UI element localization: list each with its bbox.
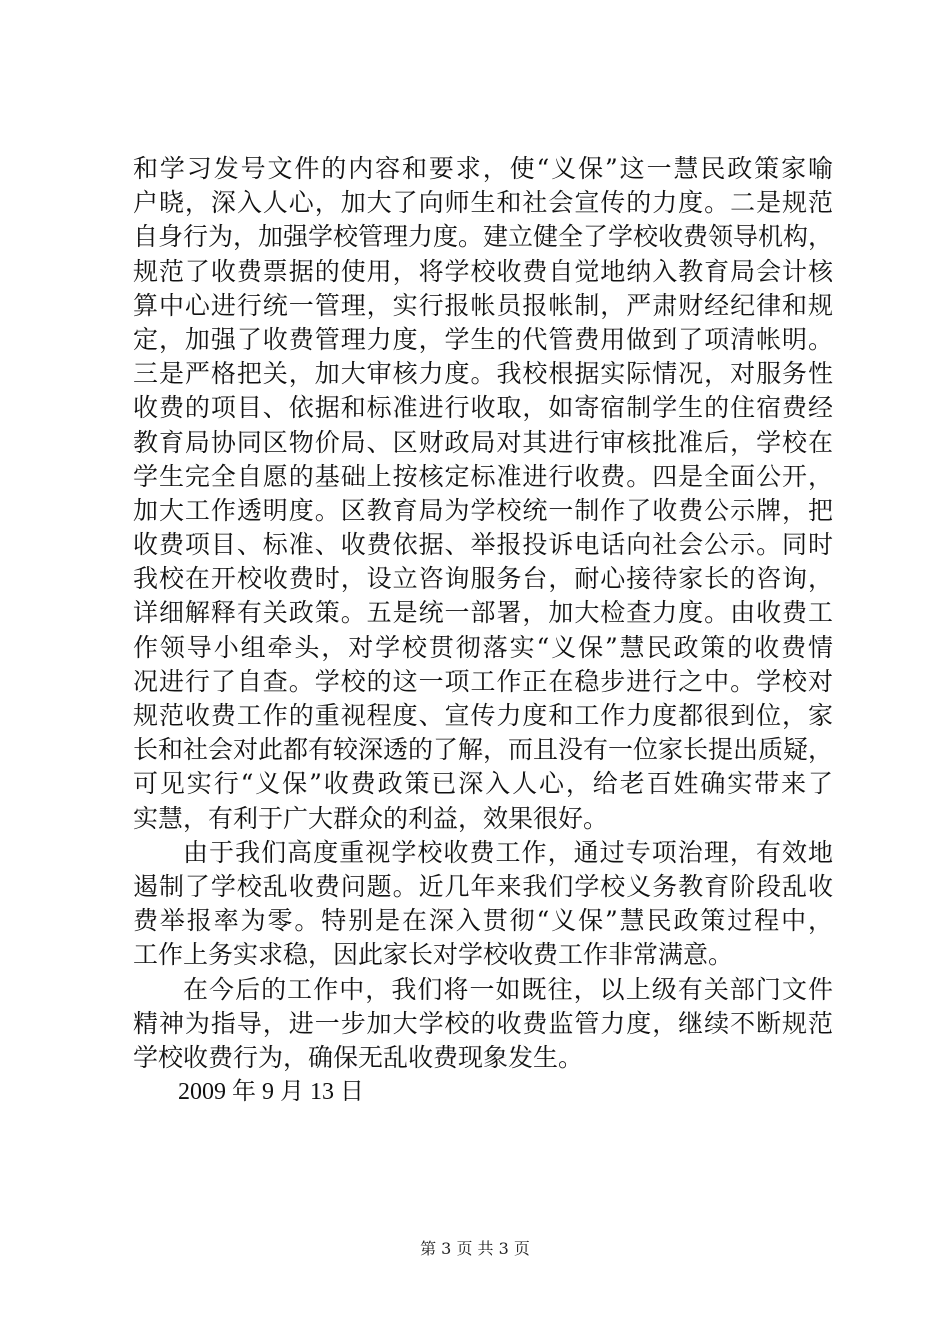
text-line: 户晓，深入人心，加大了向师生和社会宣传的力度。二是规范: [133, 188, 833, 218]
text-line: 自身行为，加强学校管理力度。建立健全了学校收费领导机构，: [133, 222, 834, 252]
text-line: 精神为指导，进一步加大学校的收费监管力度，继续不断规范: [133, 1008, 833, 1038]
text-line: 我校在开校收费时，设立咨询服务台，耐心接待家长的咨询，: [133, 564, 833, 594]
text-line: 学校收费行为，确保无乱收费现象发生。: [133, 1042, 584, 1072]
text-line: 收费的项目、依据和标准进行收取，如寄宿制学生的住宿费经: [133, 393, 833, 423]
text-line: 长和社会对此都有较深透的了解，而且没有一位家长提出质疑，: [133, 735, 834, 765]
text-line: 在今后的工作中，我们将一如既往，以上级有关部门文件: [183, 974, 833, 1004]
text-line: 三是严格把关，加大审核力度。我校根据实际情况，对服务性: [133, 359, 833, 389]
text-line: 规范收费工作的重视程度、宣传力度和工作力度都很到位，家: [133, 701, 833, 730]
text-line: 规范了收费票据的使用，将学校收费自觉地纳入教育局会计核: [133, 256, 833, 286]
text-line: 由于我们高度重视学校收费工作，通过专项治理，有效地: [183, 837, 833, 867]
text-line: 详细解释有关政策。五是统一部署，加大检查力度。由收费工: [133, 598, 833, 628]
text-line: 可见实行“义保”收费政策已深入人心，给老百姓确实带来了: [133, 769, 833, 799]
text-line: 作领导小组牵头，对学校贯彻落实“义保”慧民政策的收费情: [133, 632, 833, 662]
text-line: 定，加强了收费管理力度，学生的代管费用做到了项清帐明。: [133, 324, 833, 354]
text-line: 实慧，有利于广大群众的利益，效果很好。: [133, 803, 609, 833]
text-line: 教育局协同区物价局、区财政局对其进行审核批准后，学校在: [133, 427, 833, 457]
text-line: 加大工作透明度。区教育局为学校统一制作了收费公示牌，把: [133, 495, 833, 525]
text-line: 遏制了学校乱收费问题。近几年来我们学校义务教育阶段乱收: [133, 871, 833, 901]
text-line: 学生完全自愿的基础上按核定标准进行收费。四是全面公开，: [133, 461, 833, 491]
text-line: 和学习发号文件的内容和要求，使“义保”这一慧民政策家喻: [133, 154, 833, 183]
text-line: 工作上务实求稳，因此家长对学校收费工作非常满意。: [133, 940, 734, 970]
text-line: 2009 年 9 月 13 日: [178, 1079, 364, 1106]
text-line: 费举报率为零。特别是在深入贯彻“义保”慧民政策过程中，: [133, 906, 833, 936]
page-footer: 第 3 页 共 3 页: [420, 1239, 530, 1258]
document-body: [133, 152, 833, 1109]
text-line: 收费项目、标准、收费依据、举报投诉电话向社会公示。同时: [133, 530, 833, 560]
text-line: 况进行了自查。学校的这一项工作正在稳步进行之中。学校对: [133, 666, 833, 696]
text-line: 算中心进行统一管理，实行报帐员报帐制，严肃财经纪律和规: [133, 290, 833, 320]
